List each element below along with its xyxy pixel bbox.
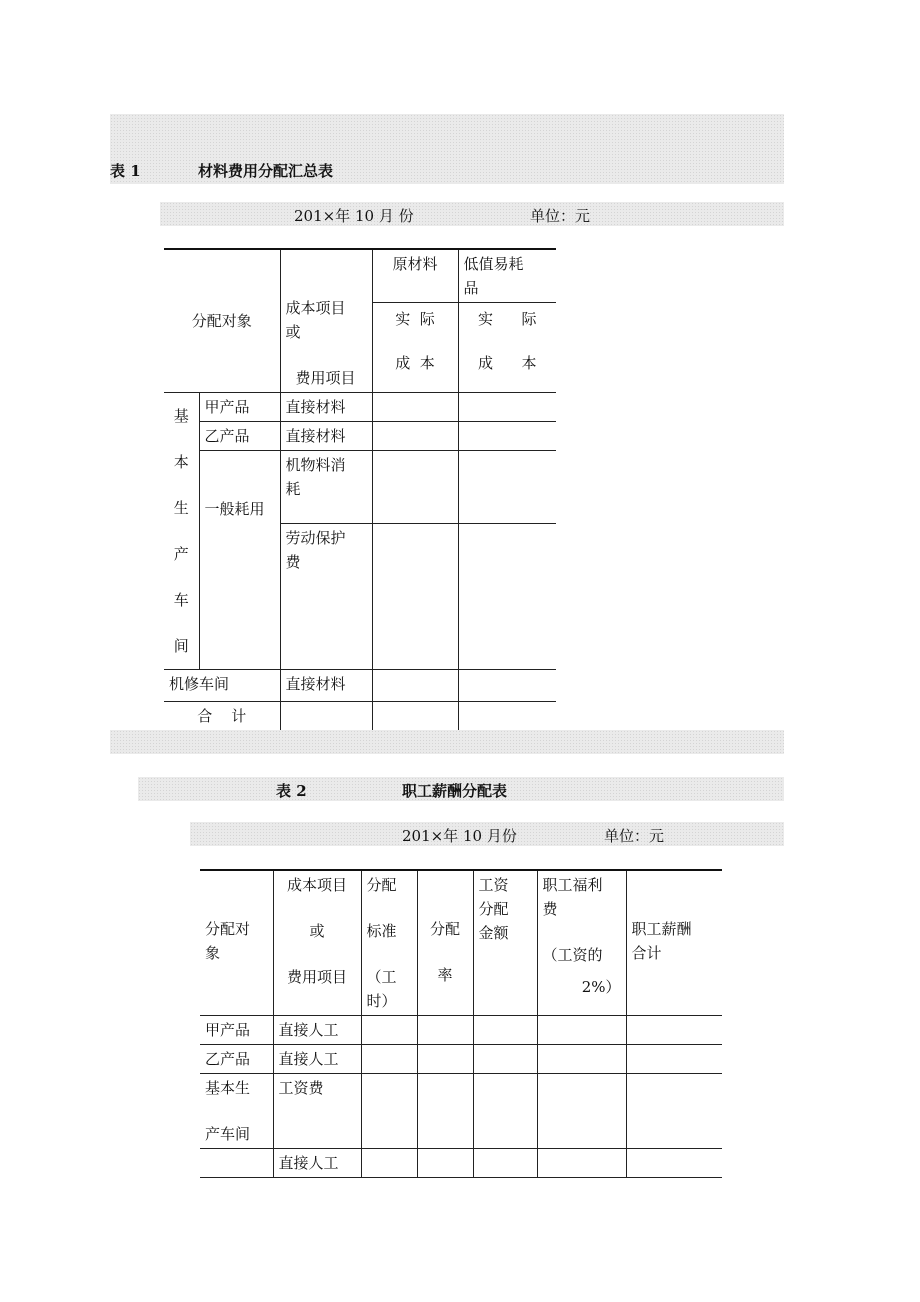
t2-rate-line1: 分配 <box>429 920 460 938</box>
table1-number: 表 1 <box>110 162 141 180</box>
t2-workshop-line2: 产车间 <box>205 1125 251 1143</box>
header-cost-item-line3: 费用项目 <box>295 369 356 387</box>
cell-empty <box>458 422 556 451</box>
cell-empty <box>361 1016 417 1045</box>
row-repair-item: 直接材料 <box>280 670 372 702</box>
actual-cost-a-line1: 实 际 <box>395 310 435 328</box>
t2-item-line2: 或 <box>309 922 325 940</box>
cell-empty <box>458 670 556 702</box>
row-labor-protection <box>280 524 372 670</box>
row-product-b-item: 直接材料 <box>280 422 372 451</box>
cell-empty <box>361 1045 417 1074</box>
table1-unit: 单位：元 <box>530 207 591 225</box>
t2-wage-line1: 工资 <box>478 876 509 894</box>
title-band-2 <box>110 730 784 754</box>
workshop-vertical-label <box>164 393 199 670</box>
t2-header-standard <box>361 870 417 1016</box>
cell-empty <box>537 1016 626 1045</box>
t2-row-workshop-item: 工资费 <box>273 1074 361 1149</box>
t2-header-rate <box>417 870 473 1016</box>
cell-empty <box>626 1074 722 1149</box>
t2-item-line3: 费用项目 <box>286 968 347 986</box>
cell-empty <box>537 1074 626 1149</box>
cell-empty <box>361 1149 417 1178</box>
actual-cost-a-line2: 成 本 <box>395 354 435 372</box>
row-product-a: 甲产品 <box>199 393 280 422</box>
t2-welfare-line2: 费 <box>542 900 558 918</box>
cell-empty <box>473 1074 537 1149</box>
t2-header-wage <box>473 870 537 1016</box>
vchar-4: 产 <box>173 545 189 563</box>
cell-empty <box>361 1074 417 1149</box>
header-allocation-object <box>164 249 280 393</box>
cell-empty <box>417 1074 473 1149</box>
cell-empty <box>372 393 458 422</box>
t2-welfare-line4: 2%） <box>581 978 621 996</box>
t2-row-product-a: 甲产品 <box>200 1016 273 1045</box>
t2-row-product-b-item: 直接人工 <box>273 1045 361 1074</box>
row-repair-workshop: 机修车间 <box>164 670 280 702</box>
t2-wage-line2: 分配 <box>478 900 509 918</box>
table2-period: 201×年 10 月份 <box>402 827 517 845</box>
t2-row-direct-labor: 直接人工 <box>273 1149 361 1178</box>
cell-empty <box>372 524 458 670</box>
row-product-a-item: 直接材料 <box>280 393 372 422</box>
cell-empty <box>458 702 556 733</box>
actual-cost-b-line1: 实 际 <box>477 310 537 328</box>
cell-empty <box>458 451 556 524</box>
t2-standard-line4: 时） <box>366 992 397 1010</box>
t2-item-line1: 成本项目 <box>286 876 347 894</box>
header-raw-material-text: 原材料 <box>392 255 438 273</box>
t2-total-line1: 职工薪酬 <box>631 920 692 938</box>
row-total-text: 合 计 <box>197 707 247 725</box>
header-low-value-line2: 品 <box>463 279 479 297</box>
cell-empty <box>537 1149 626 1178</box>
cell-empty <box>537 1045 626 1074</box>
labor-protection-line2: 费 <box>285 553 301 571</box>
row-total <box>164 702 280 733</box>
header-cost-item <box>280 249 372 393</box>
t2-object-line1: 分配对 <box>205 920 251 938</box>
cell-empty <box>458 393 556 422</box>
t2-header-object <box>200 870 273 1016</box>
row-general-use-text: 一般耗用 <box>204 500 265 518</box>
header-low-value <box>458 249 556 303</box>
table2-unit: 单位：元 <box>604 827 665 845</box>
t2-welfare-line1: 职工福利 <box>542 876 603 894</box>
material-cost-table <box>164 248 556 734</box>
cell-empty <box>417 1149 473 1178</box>
vchar-5: 车 <box>173 591 189 609</box>
t2-object-line2: 象 <box>205 944 221 962</box>
vchar-6: 间 <box>173 637 189 655</box>
table2-title: 职工薪酬分配表 <box>402 782 508 800</box>
cell-empty <box>280 702 372 733</box>
header-raw-material <box>372 249 458 303</box>
cell-empty <box>372 702 458 733</box>
t2-header-cost-item <box>273 870 361 1016</box>
table1-title: 材料费用分配汇总表 <box>198 162 334 180</box>
cell-empty <box>626 1149 722 1178</box>
table2-number: 表 2 <box>276 782 307 800</box>
labor-protection-line1: 劳动保护 <box>285 529 346 547</box>
header-low-value-line1: 低值易耗 <box>463 255 524 273</box>
vchar-2: 本 <box>173 453 189 471</box>
cell-empty <box>473 1016 537 1045</box>
t2-row-product-a-item: 直接人工 <box>273 1016 361 1045</box>
cell-empty <box>417 1016 473 1045</box>
row-general-use <box>199 451 280 670</box>
cell-empty <box>626 1016 722 1045</box>
t2-standard-line2: 标准 <box>366 922 397 940</box>
t2-wage-line3: 金额 <box>478 924 509 942</box>
header-allocation-object-text: 分配对象 <box>191 312 252 330</box>
t2-row-blank-object <box>200 1149 273 1178</box>
header-cost-item-line2: 或 <box>285 323 301 341</box>
cell-empty <box>473 1045 537 1074</box>
period-band-1 <box>160 202 784 226</box>
payroll-allocation-table <box>200 869 722 1178</box>
t2-row-workshop <box>200 1074 273 1149</box>
cell-empty <box>626 1045 722 1074</box>
cell-empty <box>372 451 458 524</box>
vchar-1: 基 <box>173 407 189 425</box>
t2-header-total <box>626 870 722 1016</box>
table1-period: 201×年 10 月 份 <box>294 207 414 225</box>
header-actual-cost-a <box>372 303 458 393</box>
row-product-b: 乙产品 <box>199 422 280 451</box>
t2-standard-line3: （工 <box>366 968 397 986</box>
cell-empty <box>372 422 458 451</box>
cell-empty <box>372 670 458 702</box>
cell-empty <box>473 1149 537 1178</box>
machine-consumption-line2: 耗 <box>285 480 301 498</box>
t2-total-line2: 合计 <box>631 944 662 962</box>
actual-cost-b-line2: 成 本 <box>477 354 537 372</box>
t2-header-welfare <box>537 870 626 1016</box>
vchar-3: 生 <box>173 499 189 517</box>
t2-welfare-line3: （工资的 <box>542 946 603 964</box>
t2-workshop-line1: 基本生 <box>205 1079 251 1097</box>
cell-empty <box>417 1045 473 1074</box>
cell-empty <box>458 524 556 670</box>
t2-row-product-b: 乙产品 <box>200 1045 273 1074</box>
machine-consumption-line1: 机物料消 <box>285 456 346 474</box>
header-actual-cost-b <box>458 303 556 393</box>
t2-rate-line2: 率 <box>437 966 453 984</box>
header-cost-item-line1: 成本项目 <box>285 299 346 317</box>
row-machine-consumption <box>280 451 372 524</box>
t2-standard-line1: 分配 <box>366 876 397 894</box>
